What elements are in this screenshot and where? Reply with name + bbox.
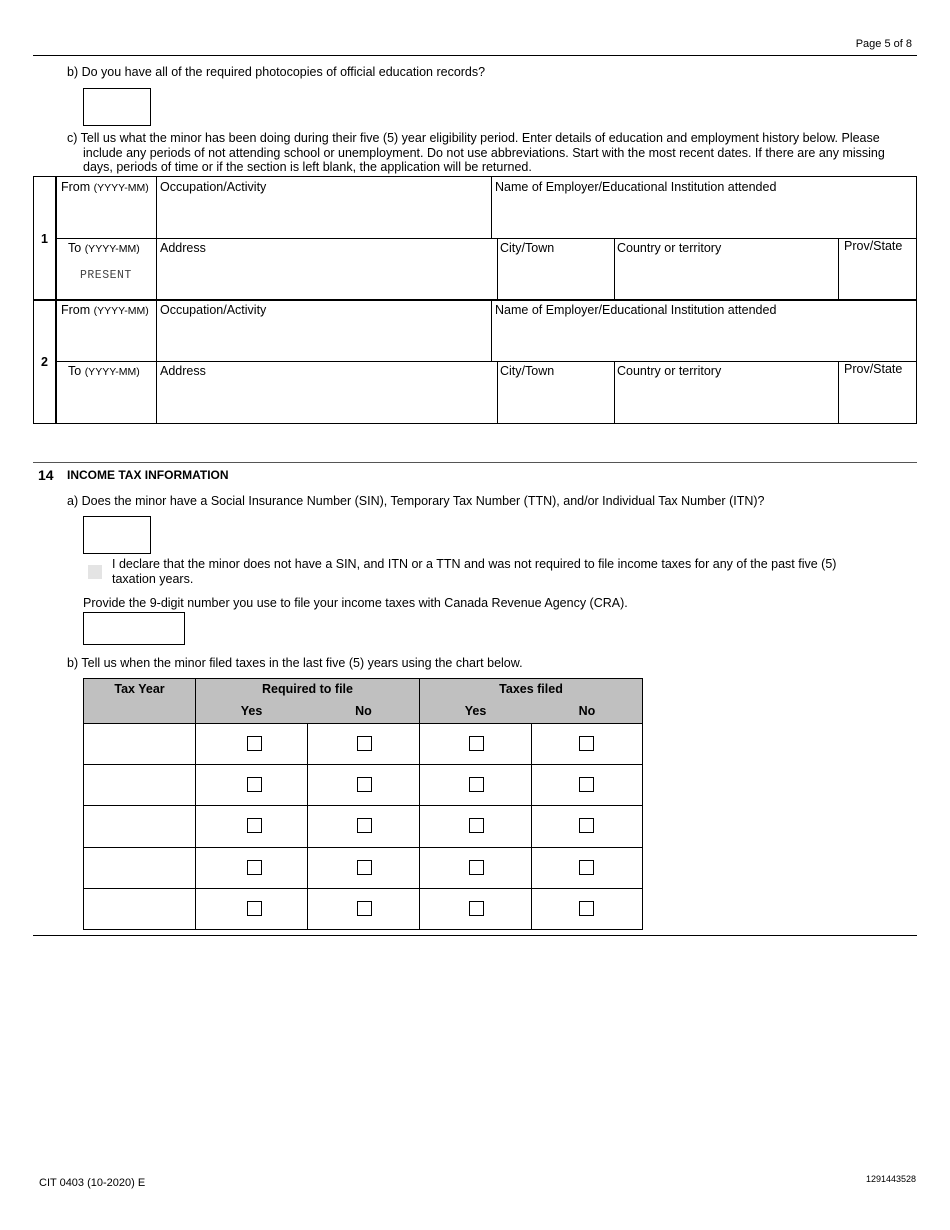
to-date-value[interactable]: PRESENT [80, 269, 132, 282]
tax-row-divider [83, 847, 643, 848]
question-c-text-line3: days, periods of time or if the section is left blank, the application will be returned. [83, 160, 532, 174]
question-a-text: a) Does the minor have a Social Insurance Number (SIN), Temporary Tax Number (TTN), and/or Individual Tax Number (ITN)? [67, 494, 765, 508]
tax-row-divider [83, 723, 643, 724]
section-number: 14 [38, 467, 54, 483]
employer-label: Name of Employer/Educational Institution attended [495, 180, 777, 194]
form-code: CIT 0403 (10-2020) E [39, 1177, 146, 1189]
filed-yes-checkbox[interactable] [469, 901, 484, 916]
required-yes-checkbox[interactable] [247, 901, 262, 916]
filed-no-checkbox[interactable] [579, 818, 594, 833]
required-no-checkbox[interactable] [357, 777, 372, 792]
history-entry-divider [33, 299, 917, 301]
tax-col-divider [307, 723, 308, 930]
tax-col-divider [419, 678, 420, 930]
prov-state-label: Prov/State [844, 239, 903, 253]
history-entry-number: 2 [41, 355, 48, 369]
question-c-text-line1: c) Tell us what the minor has been doing during their five (5) year eligibility period. Enter details of education and employment history below. Please [67, 131, 880, 145]
history-employer-divider [491, 176, 492, 238]
filed-no-checkbox[interactable] [579, 777, 594, 792]
tax-number-field[interactable] [83, 612, 185, 645]
required-no-header: No [355, 704, 372, 718]
from-date-label: From (YYYY-MM) [61, 180, 149, 194]
history-prov-divider [838, 238, 839, 300]
tax-row-divider [83, 764, 643, 765]
filed-no-checkbox[interactable] [579, 860, 594, 875]
history-employer-divider [491, 300, 492, 361]
from-date-label: From (YYYY-MM) [61, 303, 149, 317]
provide-number-text: Provide the 9-digit number you use to file your income taxes with Canada Revenue Agency (CRA). [83, 596, 628, 610]
section-end-rule [33, 935, 917, 936]
employer-label: Name of Employer/Educational Institution attended [495, 303, 777, 317]
filed-no-header: No [578, 704, 596, 718]
history-entry-row-divider [55, 238, 917, 239]
filed-yes-checkbox[interactable] [469, 777, 484, 792]
section-title: INCOME TAX INFORMATION [67, 468, 229, 482]
declaration-text-line2: taxation years. [112, 572, 194, 586]
filed-yes-header: Yes [464, 704, 487, 718]
tax-row-divider [83, 805, 643, 806]
required-no-checkbox[interactable] [357, 818, 372, 833]
history-country-divider [614, 238, 615, 300]
section-14-rule [33, 462, 917, 463]
page-number: Page 5 of 8 [855, 38, 912, 50]
occupation-label: Occupation/Activity [160, 180, 267, 194]
taxes-filed-header: Taxes filed [499, 682, 563, 696]
required-no-checkbox[interactable] [357, 901, 372, 916]
filed-no-checkbox[interactable] [579, 901, 594, 916]
required-yes-checkbox[interactable] [247, 860, 262, 875]
filed-no-checkbox[interactable] [579, 736, 594, 751]
required-yes-header: Yes [240, 704, 263, 718]
question-b-text: b) Do you have all of the required photocopies of official education records? [67, 65, 486, 79]
required-yes-checkbox[interactable] [247, 736, 262, 751]
sin-answer-field[interactable] [83, 516, 151, 554]
to-date-label: To (YYYY-MM) [68, 364, 140, 378]
tax-col-divider [195, 678, 196, 930]
history-entry-row-divider [55, 361, 917, 362]
required-no-checkbox[interactable] [357, 860, 372, 875]
occupation-label: Occupation/Activity [160, 303, 267, 317]
city-label: City/Town [500, 241, 555, 255]
tax-row-divider [83, 888, 643, 889]
city-label: City/Town [500, 364, 555, 378]
country-label: Country or territory [617, 364, 722, 378]
history-city-divider [497, 361, 498, 424]
to-date-label: To (YYYY-MM) [68, 241, 140, 255]
prov-state-label: Prov/State [844, 362, 903, 376]
declaration-checkbox[interactable] [88, 565, 102, 579]
required-to-file-header: Required to file [262, 682, 353, 696]
history-prov-divider [838, 361, 839, 424]
question-b-tax-text: b) Tell us when the minor filed taxes in the last five (5) years using the chart below. [67, 656, 523, 670]
header-rule [33, 55, 917, 56]
history-city-divider [497, 238, 498, 300]
address-label: Address [160, 364, 206, 378]
filed-yes-checkbox[interactable] [469, 860, 484, 875]
tax-col-divider [531, 723, 532, 930]
filed-yes-checkbox[interactable] [469, 818, 484, 833]
declaration-text-line1: I declare that the minor does not have a SIN, and ITN or a TTN and was not required to file income taxes for any of the past five (5) [112, 557, 837, 571]
history-country-divider [614, 361, 615, 424]
required-yes-checkbox[interactable] [247, 777, 262, 792]
history-entry-number: 1 [41, 232, 48, 246]
address-label: Address [160, 241, 206, 255]
filed-yes-checkbox[interactable] [469, 736, 484, 751]
barcode-number: 1291443528 [865, 1174, 916, 1184]
question-c-text-line2: include any periods of not attending school or unemployment. Do not use abbreviations. Start with the most recent dates. If there are any missing [83, 146, 885, 160]
country-label: Country or territory [617, 241, 722, 255]
education-records-answer-field[interactable] [83, 88, 151, 126]
required-no-checkbox[interactable] [357, 736, 372, 751]
tax-year-header: Tax Year [114, 682, 165, 696]
required-yes-checkbox[interactable] [247, 818, 262, 833]
